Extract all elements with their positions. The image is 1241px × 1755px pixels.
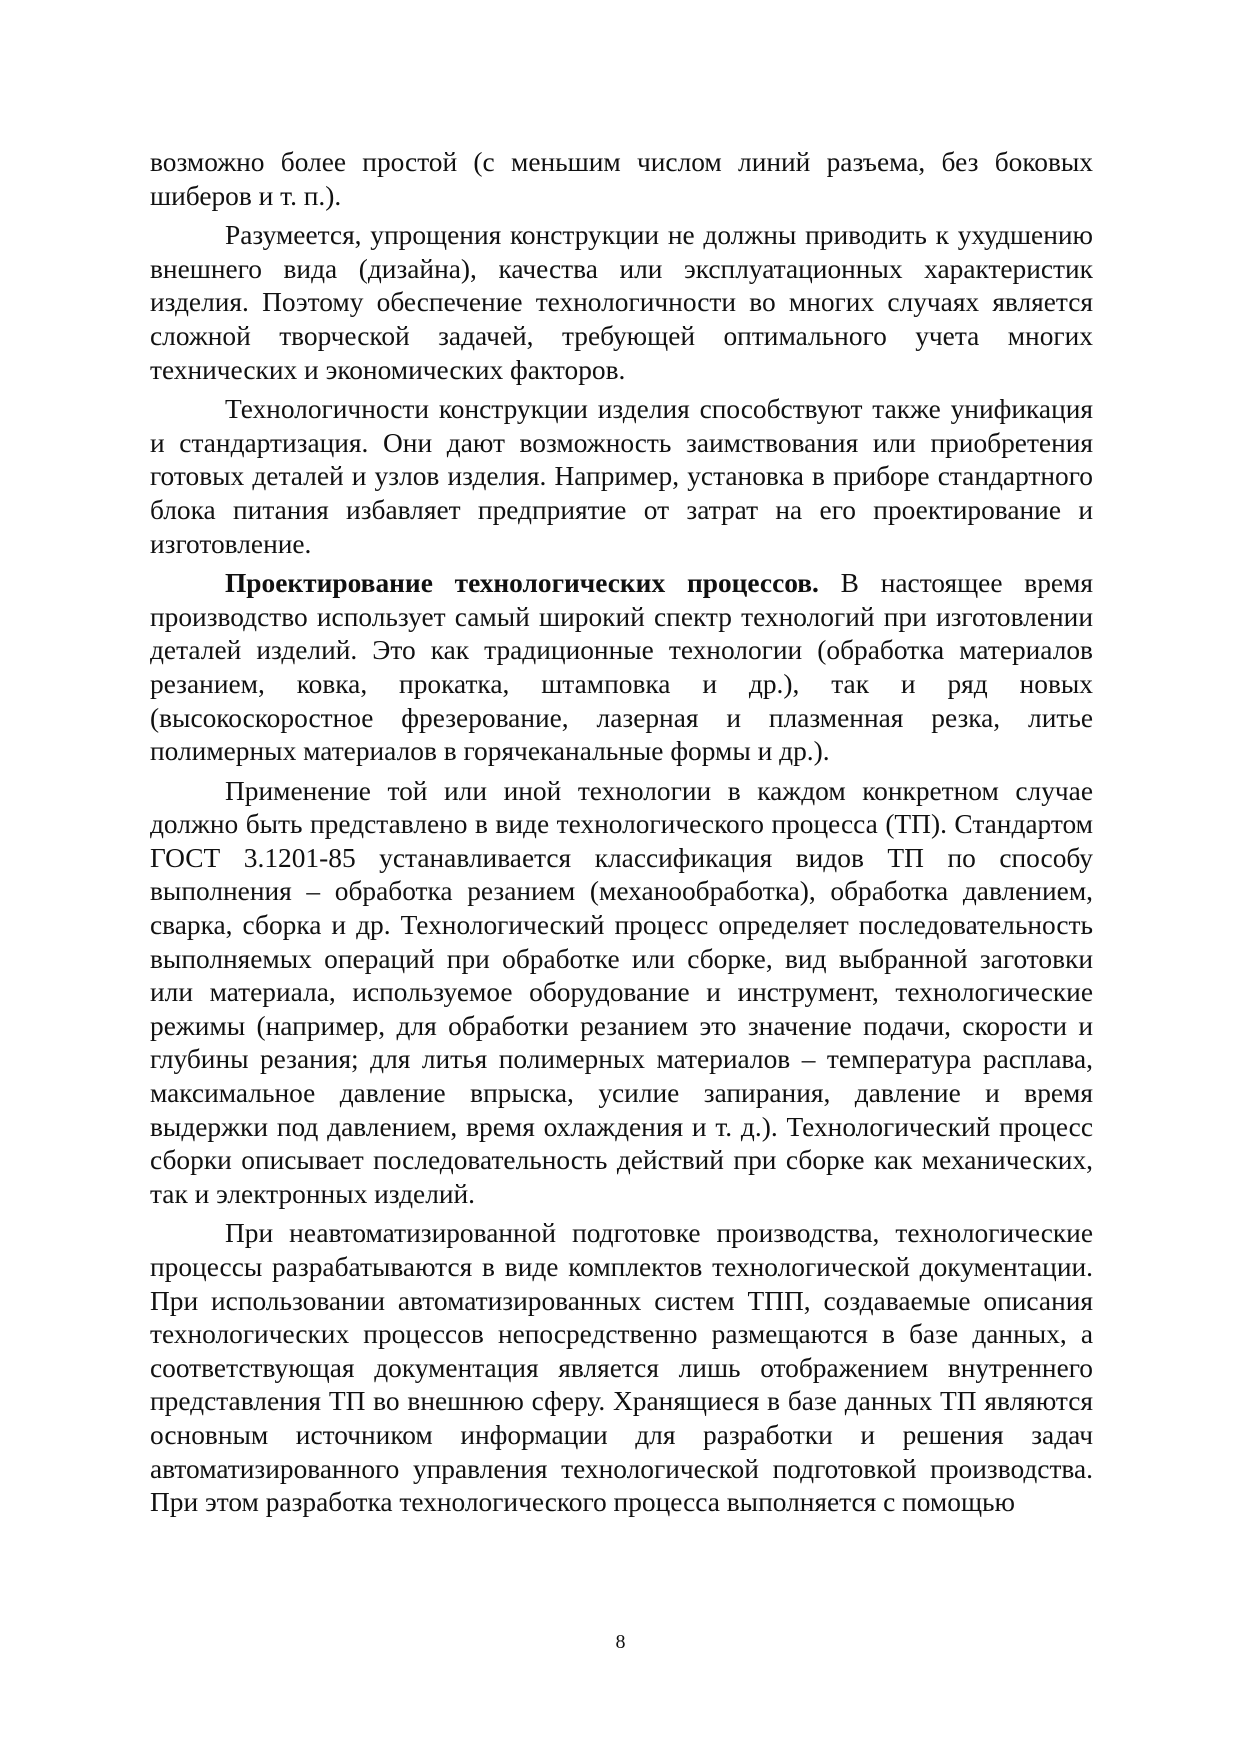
paragraph-automation (150, 1217, 1093, 1519)
paragraph-continuation (150, 146, 1093, 213)
paragraph-process-design (150, 567, 1093, 769)
paragraph-text: В настоящее время производство использует самый широкий спектр технологий при изготовлении деталей изделий. Это как традиционные технологии (обработка материалов резанием, ковка, прокатка, штамповка и др.), так и ряд новых (высокоскоростное фрезерование, лазерная и плазменная резка, литье полимерных материалов в горячеканальные формы и др.). (150, 568, 1093, 767)
page-number: 8 (615, 1631, 626, 1653)
section-heading-inline: Проектирование технологических процессов. (225, 568, 819, 599)
paragraph-text: Применение той или иной технологии в каждом конкретном случае должно быть представлено в виде технологического процесса (ТП). Стандартом ГОСТ 3.1201-85 устанавливается классификация видов ТП по способу выполнения – обработка резанием (механообработка), обработка давлением, сварка, сборка и др. Технологический процесс определяет последовательность выполняемых операций при обработке или сборке, вид выбранной заготовки или материала, используемое оборудование и инструмент, технологические режимы (например, для обработки резанием это значение подачи, скорости и глубины резания; для литья полимерных материалов – температура расплава, максимальное давление впрыска, усилие запирания, давление и время выдержки под давлением, время охлаждения и т. д.). Технологический процесс сборки описывает последовательность действий при сборке как механических, так и электронных изделий. (150, 775, 1093, 1209)
paragraph-unification (150, 393, 1093, 561)
paragraph-text: возможно более простой (с меньшим числом линий разъема, без боковых шиберов и т. п.). (150, 147, 1093, 211)
paragraph-process-types (150, 775, 1093, 1212)
paragraph-simplification (150, 219, 1093, 387)
body-text (150, 146, 1093, 1526)
paragraph-text: Технологичности конструкции изделия способствуют также унификация и стандартизация. Они дают возможность заимствования или приобретения готовых деталей и узлов изделия. Например, установка в приборе стандартного блока питания избавляет предприятие от затрат на его проектирование и изготовление. (150, 394, 1093, 559)
paragraph-text: Разумеется, упрощения конструкции не должны приводить к ухудшению внешнего вида (дизайна), качества или эксплуатационных характеристик изделия. Поэтому обеспечение технологичности во многих случаях является сложной творческой задачей, требующей оптимального учета многих технических и экономических факторов. (150, 220, 1093, 385)
paragraph-text: При неавтоматизированной подготовке производства, технологические процессы разрабатываются в виде комплектов технологической документации. При использовании автоматизированных систем ТПП, создаваемые описания технологических процессов непосредственно размещаются в базе данных, а соответствующая документация является лишь отображением внутреннего представления ТП во внешнюю сферу. Хранящиеся в базе данных ТП являются основным источником информации для разработки и решения задач автоматизированного управления технологической подготовкой производства. При этом разработка технологического процесса выполняется с помощью (150, 1218, 1093, 1518)
